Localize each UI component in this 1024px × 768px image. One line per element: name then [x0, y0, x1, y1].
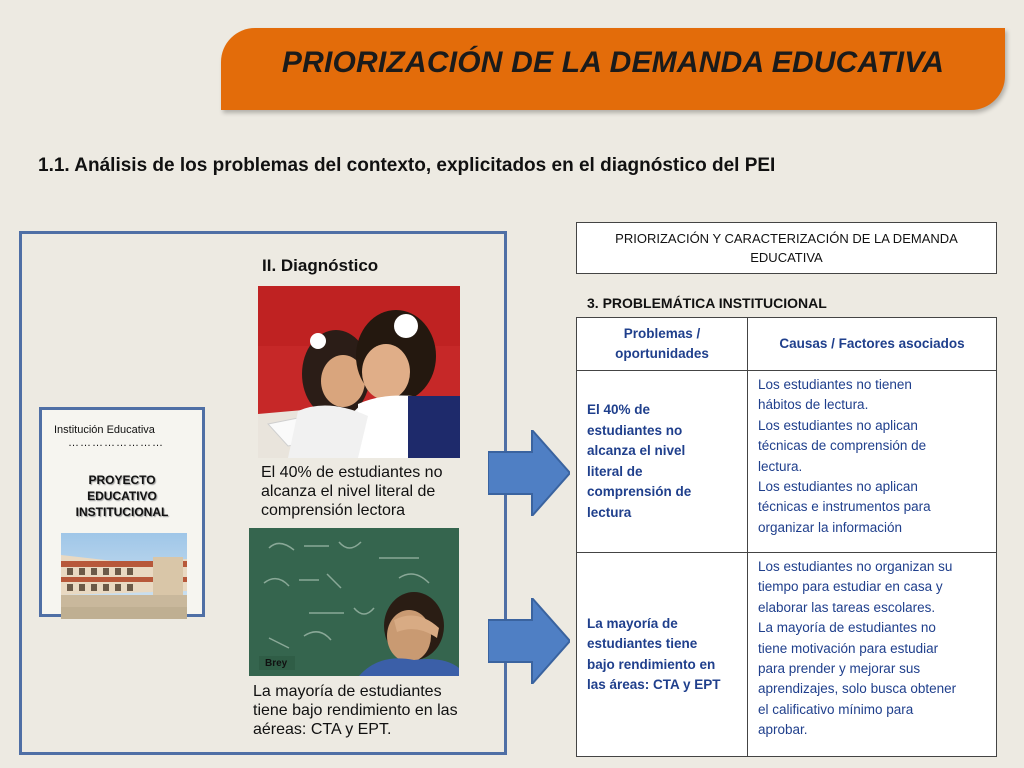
cell-line: bajo rendimiento en [587, 656, 716, 672]
header-text: Problemas / [623, 326, 701, 341]
title-banner [221, 28, 1005, 110]
table-row [577, 371, 997, 553]
cell-line: La mayoría de estudiantes no [758, 620, 936, 636]
causes-cell [748, 553, 997, 757]
problematica-table [576, 317, 997, 757]
cell-line: aprobar. [758, 722, 808, 738]
cell-line: las áreas: CTA y EPT [587, 677, 721, 692]
pei-cover [39, 407, 205, 617]
table-header-row [577, 318, 997, 371]
cell-line: tiempo para estudiar en casa y [758, 579, 943, 595]
header-text: Causas / Factores asociados [779, 336, 965, 351]
problem-cell [577, 371, 748, 553]
cell-line: Los estudiantes no aplican [758, 417, 918, 433]
pei-title-line: INSTITUCIONAL [75, 505, 169, 519]
cell-line: literal de [587, 463, 643, 479]
cell-line: hábitos de lectura. [758, 397, 869, 413]
cell-line: estudiantes no [587, 422, 683, 438]
cell-line: para prender y mejorar sus [758, 661, 921, 677]
column-header-problemas [577, 318, 748, 371]
header-line: PRIORIZACIÓN Y CARACTERIZACIÓN DE LA DEMANDA [615, 231, 958, 246]
header-line: EDUCATIVA [750, 250, 823, 265]
slide-title: PRIORIZACIÓN DE LA DEMANDA EDUCATIVA [281, 46, 945, 79]
cell-line: estudiantes tiene [587, 636, 698, 651]
cell-line: comprensión de [587, 484, 692, 499]
cell-line: organizar la información [758, 519, 903, 535]
cell-line: tiene motivación para estudiar [758, 640, 939, 656]
problematica-label: 3. PROBLEMÁTICA INSTITUCIONAL [587, 295, 827, 311]
table-row [577, 553, 997, 757]
girls-reading-photo [258, 286, 460, 458]
cell-line: alcanza el nivel [587, 443, 686, 458]
cell-line: el calificativo mínimo para [758, 701, 914, 717]
pei-institucion: Institución Educativa [54, 424, 155, 436]
cell-line: Los estudiantes no aplican [758, 479, 918, 495]
causes-cell [748, 371, 997, 553]
right-arrow-icon [488, 430, 570, 516]
cell-line: aprendizajes, solo busca obtener [758, 681, 957, 697]
diagnostico-title: II. Diagnóstico [262, 256, 379, 275]
diagnostico-caption-1: El 40% de estudiantes no alcanza el nivel literal de comprensión lectora [261, 464, 443, 519]
pei-dots: …………………… [68, 437, 164, 449]
cell-line: El 40% de [587, 402, 651, 417]
problem-cell [577, 553, 748, 757]
header-text: oportunidades [615, 346, 709, 361]
section-subtitle: 1.1. Análisis de los problemas del contexto, explicitados en el diagnóstico del PEI [38, 155, 776, 176]
school-building-photo [61, 533, 187, 619]
pei-title-line: EDUCATIVO [87, 489, 157, 503]
right-arrow-icon [488, 598, 570, 684]
cell-line: La mayoría de [587, 615, 678, 631]
priorizacion-header [576, 222, 997, 274]
cell-line: Los estudiantes no tienen [758, 377, 912, 392]
photo-label: Brey [265, 658, 288, 669]
pei-title-line: PROYECTO [88, 473, 156, 487]
cell-line: elaborar las tareas escolares. [758, 599, 936, 615]
cell-line: técnicas de comprensión de [758, 438, 927, 454]
cell-line: lectura [587, 504, 632, 520]
diagnostico-caption-2: La mayoría de estudiantes tiene bajo rendimiento en las aéreas: CTA y EPT. [253, 683, 458, 738]
pei-title [42, 472, 202, 520]
cell-line: Los estudiantes no organizan su [758, 559, 953, 574]
cell-line: técnicas e instrumentos para [758, 499, 931, 515]
student-chalkboard-photo [249, 528, 459, 676]
cell-line: lectura. [758, 458, 803, 474]
column-header-causas [748, 318, 997, 371]
